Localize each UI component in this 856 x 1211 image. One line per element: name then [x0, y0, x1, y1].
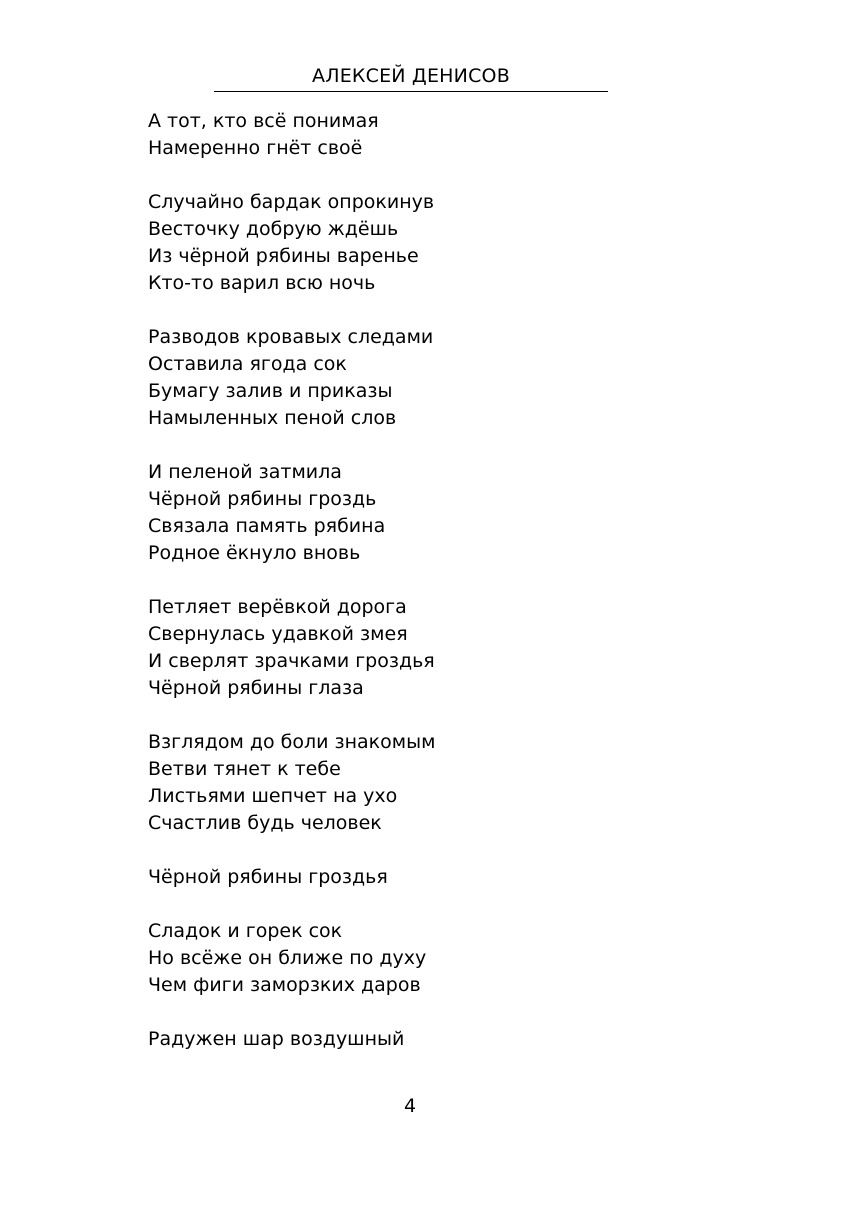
poem-line: Чёрной рябины гроздья: [148, 866, 388, 888]
running-header-author: АЛЕКСЕЙ ДЕНИСОВ: [312, 65, 510, 87]
poem-line: Бумагу залив и приказы: [148, 380, 393, 402]
poem-line: Разводов кровавых следами: [148, 326, 434, 348]
page-number: 4: [403, 1095, 417, 1117]
poem-line: Взглядом до боли знакомым: [148, 731, 436, 753]
poem-line: Намыленных пеной слов: [148, 407, 397, 429]
poem-line: Из чёрной рябины варенье: [148, 245, 419, 267]
poem-line: Ветви тянет к тебе: [148, 758, 341, 780]
stanza: [148, 108, 708, 162]
poem-line: Чем фиги заморзких даров: [148, 974, 421, 996]
poem-line: Намеренно гнёт своё: [148, 137, 363, 159]
poem-line: Сладок и горек сок: [148, 920, 343, 942]
poem-line: Но всёже он ближе по духу: [148, 947, 427, 969]
poem-line: А тот, кто всё понимая: [148, 110, 379, 132]
poem-line: Листьями шепчет на ухо: [148, 785, 398, 807]
poem-line: Радужен шар воздушный: [148, 1028, 405, 1050]
poem-line: Чёрной рябины гроздь: [148, 488, 377, 510]
stanza: [148, 1026, 708, 1053]
stanza: [148, 189, 708, 297]
stanza: [148, 459, 708, 567]
stanza: [148, 729, 708, 837]
poem-line: Свернулась удавкой змея: [148, 623, 408, 645]
stanza: [148, 324, 708, 432]
poem-body: [148, 108, 708, 1080]
poem-line: Оставила ягода сок: [148, 353, 347, 375]
poem-line: Родное ёкнуло вновь: [148, 542, 361, 564]
poem-line: Кто-то варил всю ночь: [148, 272, 376, 294]
poem-line: И пеленой затмила: [148, 461, 342, 483]
poem-line: Связала память рябина: [148, 515, 386, 537]
header-rule: [214, 91, 608, 92]
poem-line: Петляет верёвкой дорога: [148, 596, 407, 618]
poem-line: Весточку добрую ждёшь: [148, 218, 399, 240]
poem-line: Случайно бардак опрокинув: [148, 191, 435, 213]
poem-line: И сверлят зрачками гроздья: [148, 650, 435, 672]
poem-line: Чёрной рябины глаза: [148, 677, 364, 699]
stanza: [148, 918, 708, 999]
stanza: [148, 864, 708, 891]
poem-line: Счастлив будь человек: [148, 812, 382, 834]
stanza: [148, 594, 708, 702]
